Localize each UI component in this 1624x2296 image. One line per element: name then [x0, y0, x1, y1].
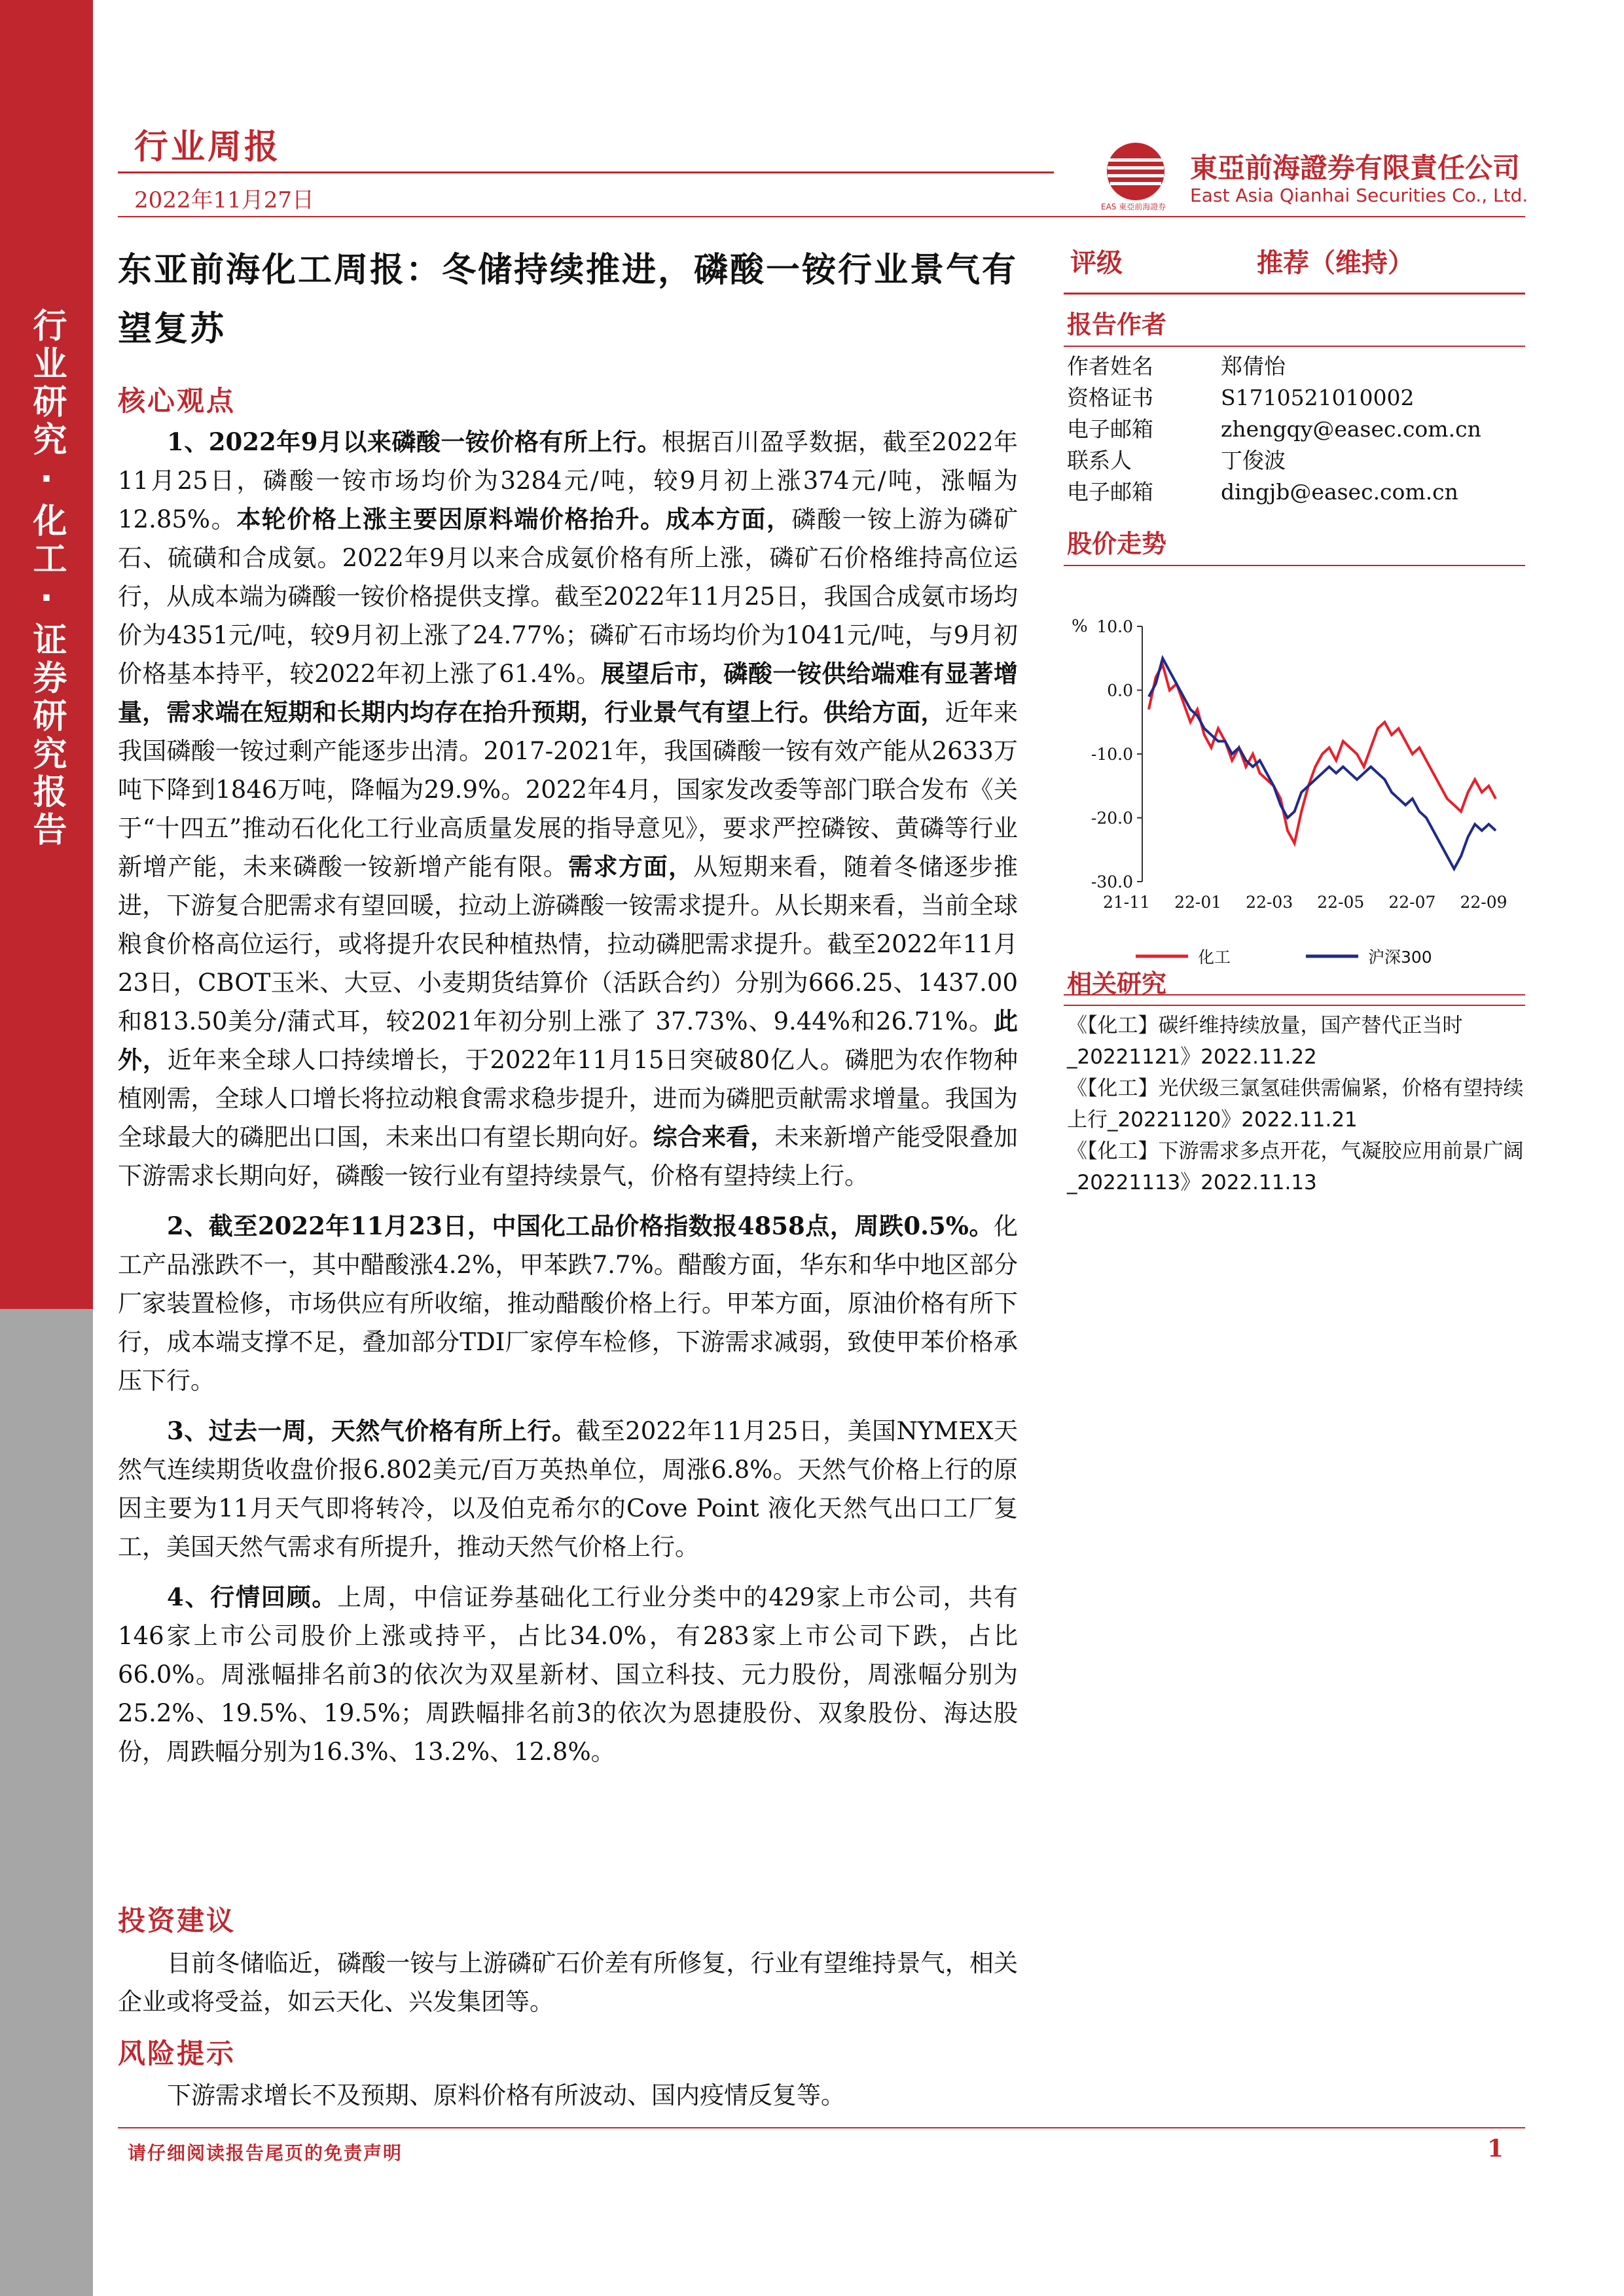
svg-text:EAS 東亞前海證券: EAS 東亞前海證券: [1101, 202, 1166, 211]
chart-x-tick-label: 22-07: [1388, 893, 1436, 912]
page-number: 1: [1487, 2135, 1504, 2162]
company-name-en: East Asia Qianhai Securities Co., Ltd.: [1190, 185, 1528, 206]
chart-legend-label: 化工: [1198, 948, 1231, 967]
paragraph-segment: 1、2022年9月以来磷酸一铵价格有所上行。: [167, 427, 662, 456]
paragraph-segment: 展望后市，磷酸一铵供给端难有显著增量，需求端在短期和长期内均存在抬升预期，行业景气有望上行。供给方面，: [118, 659, 1019, 726]
author-field-value: zhengqy@easec.com.cn: [1221, 416, 1481, 442]
author-field-label: 联系人: [1067, 448, 1132, 473]
report-date: 2022年11月27日: [134, 187, 315, 213]
sidebar-label: 行业研究·化工·证券研究报告: [27, 308, 66, 850]
stock-price-chart: [1064, 566, 1525, 992]
chart-y-tick-label: -10.0: [1091, 745, 1133, 764]
risk-body: 下游需求增长不及预期、原料价格有所波动、国内疫情反复等。: [167, 2081, 845, 2109]
core-paragraph-4: [118, 1578, 1018, 1771]
footer-divider: [118, 2127, 1525, 2128]
chart-y-tick-label: -30.0: [1091, 872, 1133, 891]
author-field-label: 资格证书: [1067, 385, 1153, 410]
company-logo-icon: [1100, 139, 1172, 211]
paragraph-segment: 综合来看，: [653, 1122, 775, 1151]
sidebar-gray: [0, 1309, 93, 2296]
core-body: [118, 423, 1018, 1771]
chart-y-unit: %: [1072, 617, 1088, 636]
related-report-link[interactable]: 《【化工】碳纤维持续放量，国产替代正当时_20221121》2022.11.22: [1067, 1014, 1463, 1069]
author-row: [1067, 351, 1525, 382]
author-field-label: 作者姓名: [1067, 353, 1153, 379]
paragraph-segment: 化工产品涨跌不一，其中醋酸涨4.2%，甲苯跌7.7%。醋酸方面，华东和华中地区部分厂家装置检修，市场供应有所收缩，推动醋酸价格上行。甲苯方面，原油价格有所下行，成本端支撑不足，叠加部分TDI厂家停车检修，下游需求减弱，致使甲苯价格承压下行。: [118, 1212, 1018, 1395]
author-field-label: 电子邮箱: [1067, 416, 1153, 442]
stock-box: [1064, 524, 1525, 996]
rating-box: [1064, 242, 1525, 295]
core-paragraph-2: [118, 1207, 1018, 1400]
authors-box: [1064, 304, 1525, 508]
company-name-cn: 東亞前海證券有限責任公司: [1190, 152, 1521, 184]
author-field-value: 丁俊波: [1221, 448, 1286, 473]
chart-x-tick-label: 22-05: [1317, 893, 1365, 912]
paragraph-segment: 近年来我国磷酸一铵过剩产能逐步出清。2017-2021年，我国磷酸一铵有效产能从2633万吨下降到1846万吨，降幅为29.9%。2022年4月，国家发改委等部门联合发布《关于“十四五”推动石化化工行业高质量发展的指导意见》，要求严控磷铵、黄磷等行业新增产能，未来磷酸一铵新增产能有限。: [118, 698, 1019, 881]
chart-series-line-1: [1149, 658, 1496, 869]
author-field-value: S1710521010002: [1221, 385, 1415, 410]
header-divider-2: [118, 216, 1525, 217]
rating-value: 推荐（维持）: [1257, 248, 1414, 278]
invest-heading: 投资建议: [118, 1905, 236, 1937]
paragraph-segment: 3、过去一周，天然气价格有所上行。: [167, 1416, 577, 1445]
related-heading: 相关研究: [1067, 969, 1167, 998]
footer-disclaimer: 请仔细阅读报告尾页的免责声明: [128, 2142, 403, 2164]
author-row: [1067, 445, 1525, 476]
chart-x-tick-label: 22-01: [1174, 893, 1222, 912]
stock-heading: 股价走势: [1067, 529, 1167, 558]
paragraph-segment: 本轮价格上涨主要因原料端价格抬升。成本方面，: [236, 505, 792, 533]
header-divider: [118, 171, 1054, 173]
author-row: [1067, 382, 1525, 414]
paragraph-segment: 上周，中信证券基础化工行业分类中的429家上市公司，共有146家上市公司股价上涨或持平，占比34.0%，有283家上市公司下跌，占比66.0%。周涨幅排名前3的依次为双星新材、国立科技、元力股份，周涨幅分别为25.2%、19.5%、19.5%；周跌幅排名前3的依次为恩捷股份、双象股份、海达股份，周跌幅分别为16.3%、13.2%、12.8%。: [118, 1583, 1018, 1766]
chart-legend-label: 沪深300: [1368, 948, 1432, 967]
chart-x-tick-label: 21-11: [1103, 893, 1151, 912]
report-title: 东亚前海化工周报：冬储持续推进，磷酸一铵行业景气有望复苏: [118, 251, 1019, 349]
paragraph-segment: 从短期来看，随着冬储逐步推进，下游复合肥需求有望回暖，拉动上游磷酸一铵需求提升。从长期来看，当前全球粮食价格高位运行，或将提升农民种植热情，拉动磷肥需求提升。截至2022年11月23日，CBOT玉米、大豆、小麦期货结算价（活跃合约）分别为666.25、1437.00和813.50美分/蒲式耳，较2021年初分别上涨了 37.73%、9.44%和26.71%。: [118, 853, 1019, 1035]
risk-heading: 风险提示: [118, 2037, 236, 2070]
author-row: [1067, 414, 1525, 445]
rating-label: 评级: [1070, 248, 1123, 278]
paragraph-segment: 根据百川盈孚数据，截至2022年11月25日，磷酸一铵市场均价为3284元/吨，较9月初上涨374元/吨，涨幅为12.85%。: [118, 428, 1018, 533]
chart-series-line-0: [1149, 665, 1496, 844]
paragraph-segment: 截至2022年11月25日，美国NYMEX天然气连续期货收盘价报6.802美元/百万英热单位，周涨6.8%。天然气价格上行的原因主要为11月天气即将转冷，以及伯克希尔的Cove Point 液化天然气出口工厂复工，美国天然气需求有所提升，推动天然气价格上行。: [118, 1417, 1018, 1561]
paragraph-segment: 需求方面，: [568, 852, 694, 881]
related-report-link[interactable]: 《【化工】下游需求多点开花，气凝胶应用前景广阔_20221113》2022.11.13: [1067, 1139, 1524, 1194]
author-field-label: 电子邮箱: [1067, 479, 1153, 505]
paragraph-segment: 2、截至2022年11月23日，中国化工品价格指数报4858点，周跌0.5%。: [167, 1211, 994, 1240]
core-paragraph-1: [118, 423, 1018, 1195]
author-field-value: dingjb@easec.com.cn: [1221, 479, 1458, 505]
core-heading: 核心观点: [118, 385, 236, 417]
invest-body: 目前冬储临近，磷酸一铵与上游磷矿石价差有所修复，行业有望维持景气，相关企业或将受益，如云天化、兴发集团等。: [118, 1949, 1018, 2016]
paragraph-segment: 此外，: [118, 1007, 1018, 1074]
authors-heading: 报告作者: [1067, 310, 1167, 339]
chart-y-tick-label: 0.0: [1107, 681, 1133, 700]
paragraph-segment: 未来新增产能受限叠加下游需求长期向好，磷酸一铵行业有望持续景气，价格有望持续上行。: [118, 1123, 1019, 1190]
paragraph-segment: 近年来全球人口持续增长，于2022年11月15日突破80亿人。磷肥为农作物种植刚需，全球人口增长将拉动粮食需求稳步提升，进而为磷肥贡献需求增量。我国为全球最大的磷肥出口国，未来出口有望长期向好。: [118, 1046, 1019, 1151]
chart-x-tick-label: 22-03: [1246, 893, 1293, 912]
chart-x-tick-label: 22-09: [1460, 893, 1507, 912]
chart-y-tick-label: 10.0: [1096, 617, 1133, 636]
paragraph-segment: 4、行情回顾。: [167, 1583, 338, 1611]
report-type: 行业周报: [134, 128, 281, 167]
chart-y-tick-label: -20.0: [1091, 808, 1133, 828]
core-paragraph-3: [118, 1412, 1018, 1566]
author-row: [1067, 476, 1525, 508]
author-field-value: 郑倩怡: [1221, 353, 1286, 379]
related-report-link[interactable]: 《【化工】光伏级三氯氢硅供需偏紧，价格有望持续上行_20221120》2022.11.21: [1067, 1077, 1524, 1132]
paragraph-segment: 磷酸一铵上游为磷矿石、硫磺和合成氨。2022年9月以来合成氨价格有所上涨，磷矿石价格维持高位运行，从成本端为磷酸一铵价格提供支撑。截至2022年11月25日，我国合成氨市场均价为4351元/吨，较9月初上涨了24.77%；磷矿石市场均价为1041元/吨，与9月初价格基本持平，较2022年初上涨了61.4%。: [118, 505, 1018, 688]
related-box: [1064, 963, 1525, 1198]
